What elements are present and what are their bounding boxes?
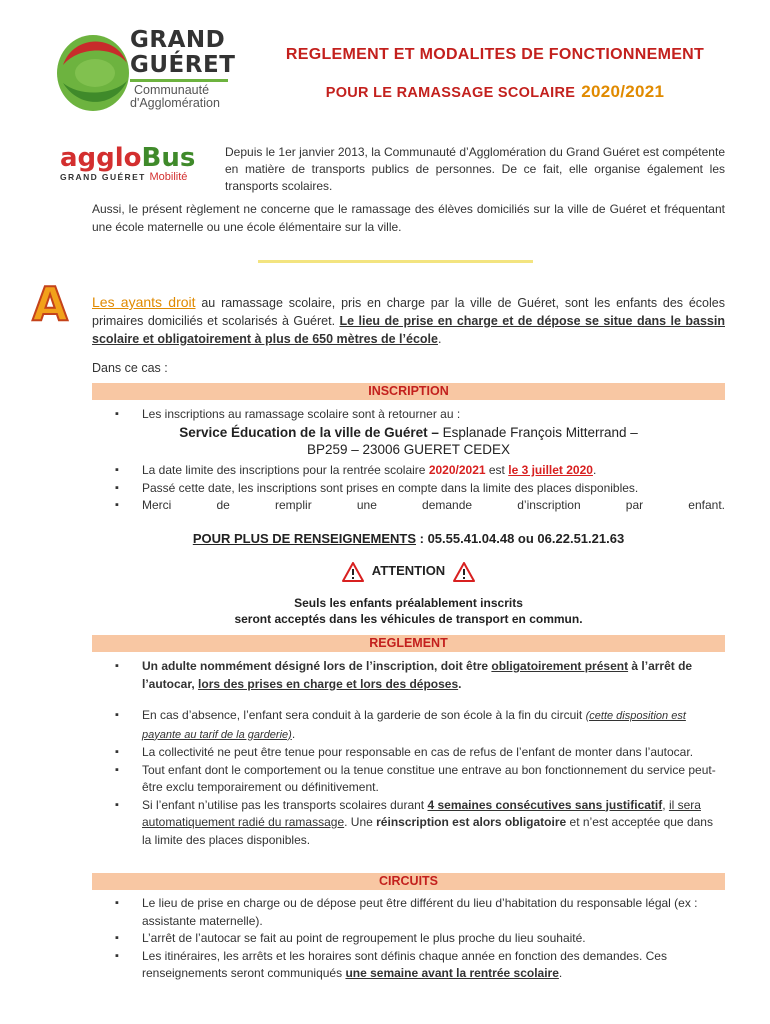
list-item: ▪ Les inscriptions au ramassage scolaire sont à retourner au : bbox=[115, 406, 725, 424]
r5-b: , bbox=[662, 797, 669, 812]
section-a-bold: Le lieu de prise en charge et de dépose se situe dans le bassin scolaire et obligatoirement à plus de 650 mètres de l’école bbox=[92, 314, 725, 346]
service-address bbox=[92, 424, 725, 458]
r1-b: à l’arrêt de l’autocar, bbox=[142, 659, 693, 691]
list-item: ▪ Merci de remplir une demande d’inscription par enfant. bbox=[115, 497, 725, 515]
list-item bbox=[115, 462, 725, 480]
inscription-heading: INSCRIPTION bbox=[92, 383, 725, 400]
renseignements bbox=[92, 531, 725, 546]
agglo-sub-b: Mobilité bbox=[149, 171, 188, 183]
section-a-text: au ramassage scolaire, pris en charge par la ville de Guéret, sont les enfants des écoles primaires domiciliés et scolarisés à Guéret. bbox=[92, 296, 725, 328]
list-item bbox=[115, 948, 725, 983]
c3-b: . bbox=[558, 966, 563, 980]
service-addr1: Esplanade François Mitterrand – bbox=[442, 425, 638, 440]
list-item: ▪ Passé cette date, les inscriptions sont prises en compte dans la limite des places disponibles. bbox=[115, 480, 725, 498]
agglo-brand bbox=[60, 145, 210, 171]
title-line2-text: POUR LE RAMASSAGE SCOLAIRE bbox=[325, 85, 576, 101]
agglo-sub-a: GRAND GUÉRET bbox=[60, 172, 146, 182]
logo-word-gueret: GUÉRET bbox=[130, 52, 236, 78]
list-item bbox=[115, 707, 725, 744]
r5-bu: 4 semaines consécutives sans justificatif bbox=[427, 797, 663, 812]
svg-text:A: A bbox=[32, 280, 68, 325]
section-a-paragraph bbox=[92, 293, 725, 348]
r5-a: Si l’enfant n’utilise pas les transports scolaires durant bbox=[142, 797, 428, 812]
attention-label: ATTENTION bbox=[371, 563, 446, 579]
r5-u: il sera automatiquement radié du ramassage bbox=[142, 797, 701, 829]
divider bbox=[258, 260, 533, 263]
c3-a: Les itinéraires, les arrêts et les horaires sont définis chaque année en fonction des demandes. Ces renseignements seront communiqués bbox=[142, 948, 667, 980]
list-item bbox=[115, 658, 725, 693]
r5-c: . Une bbox=[344, 815, 377, 829]
inscription-list-2 bbox=[115, 462, 725, 515]
r5-bold: réinscription est alors obligatoire bbox=[376, 815, 567, 829]
attention-note-line1: Seuls les enfants préalablement inscrits bbox=[294, 596, 523, 610]
r2-b: . bbox=[291, 726, 296, 741]
list-item bbox=[115, 797, 725, 850]
deadline-year: 2020/2021 bbox=[428, 463, 486, 477]
service-name: Service Éducation de la ville de Guéret – bbox=[179, 425, 443, 440]
deadline-a: La date limite des inscriptions pour la rentrée scolaire bbox=[142, 463, 429, 477]
r5-d: et n’est acceptée que dans la limite des places disponibles. bbox=[142, 815, 713, 847]
service-addr2: BP259 – 23006 GUERET CEDEX bbox=[306, 442, 511, 457]
reglement-list-1 bbox=[115, 658, 725, 693]
r2-italic: (cette disposition est payante au tarif de la garderie) bbox=[142, 710, 686, 741]
list-item: ▪ Le lieu de prise en charge ou de dépose peut être différent du lieu d’habitation du responsable légal (ex : assistante maternelle). bbox=[115, 895, 725, 930]
inscription-list-1 bbox=[115, 406, 725, 424]
attention-note-line2: seront acceptés dans les véhicules de transport en commun. bbox=[234, 612, 583, 626]
intro-paragraph-1: Depuis le 1er janvier 2013, la Communauté d’Agglomération du Grand Guéret est compétente en matière de transports publics de personnes. De ce fait, elle organise également les transports scolaires. bbox=[225, 145, 725, 193]
circuits-list bbox=[115, 895, 725, 983]
section-a-letter-icon bbox=[25, 280, 75, 325]
warning-icon bbox=[342, 562, 364, 582]
logo-sub-2: d'Agglomération bbox=[130, 96, 220, 110]
circuits-heading: CIRCUITS bbox=[92, 873, 725, 890]
attention-heading bbox=[92, 562, 725, 582]
document-title-line2 bbox=[255, 82, 735, 102]
reglement-list-2 bbox=[115, 707, 725, 849]
section-a-lead: Les ayants droit bbox=[92, 294, 196, 310]
agglo-brand-b: Bus bbox=[141, 143, 196, 173]
reglement-heading: REGLEMENT bbox=[92, 635, 725, 652]
logo-sub-1: Communauté bbox=[134, 83, 210, 97]
r1-u: obligatoirement présent bbox=[491, 659, 629, 673]
renseignements-phones: : 05.55.41.04.48 ou 06.22.51.21.63 bbox=[416, 531, 625, 546]
section-a-end: . bbox=[437, 332, 442, 346]
logo-rule bbox=[130, 79, 228, 82]
c3-bu: une semaine avant la rentrée scolaire bbox=[345, 966, 559, 980]
logo-wordmark bbox=[130, 28, 260, 110]
document-title-line1: REGLEMENT ET MODALITES DE FONCTIONNEMENT bbox=[285, 46, 705, 63]
list-item: ▪ Tout enfant dont le comportement ou la tenue constitue une entrave au bon fonctionnement du service peut-être exclu temporairement ou définitivement. bbox=[115, 762, 725, 797]
r1-a: Un adulte nommément désigné lors de l’inscription, doit être bbox=[142, 659, 492, 673]
logo-word-grand: GRAND bbox=[130, 27, 226, 53]
intro-paragraph-2: Aussi, le présent règlement ne concerne que le ramassage des élèves domiciliés sur la ville de Guéret et fréquentant une école maternelle ou une école élémentaire sur la ville. bbox=[92, 202, 725, 234]
agglo-brand-a: agglo bbox=[60, 143, 142, 173]
deadline-b: est bbox=[485, 463, 509, 477]
deadline-c: . bbox=[592, 463, 597, 477]
deadline-date: le 3 juillet 2020 bbox=[508, 463, 593, 477]
list-item: ▪ La collectivité ne peut être tenue pour responsable en cas de refus de l’enfant de monter dans l’autocar. bbox=[115, 744, 725, 762]
renseignements-label: POUR PLUS DE RENSEIGNEMENTS bbox=[192, 531, 417, 546]
warning-icon bbox=[453, 562, 475, 582]
r1-u2: lors des prises en charge et lors des déposes bbox=[198, 676, 459, 691]
agglo-bus-logo bbox=[60, 145, 210, 190]
r1-c: . bbox=[458, 676, 462, 691]
list-item: ▪ L’arrêt de l’autocar se fait au point de regroupement le plus proche du lieu souhaité. bbox=[115, 930, 725, 948]
dans-ce-cas: Dans ce cas : bbox=[92, 361, 168, 375]
attention-note bbox=[92, 595, 725, 627]
r2-a: En cas d’absence, l’enfant sera conduit à la garderie de son école à la fin du circuit bbox=[142, 708, 586, 722]
title-year: 2020/2021 bbox=[581, 82, 665, 101]
